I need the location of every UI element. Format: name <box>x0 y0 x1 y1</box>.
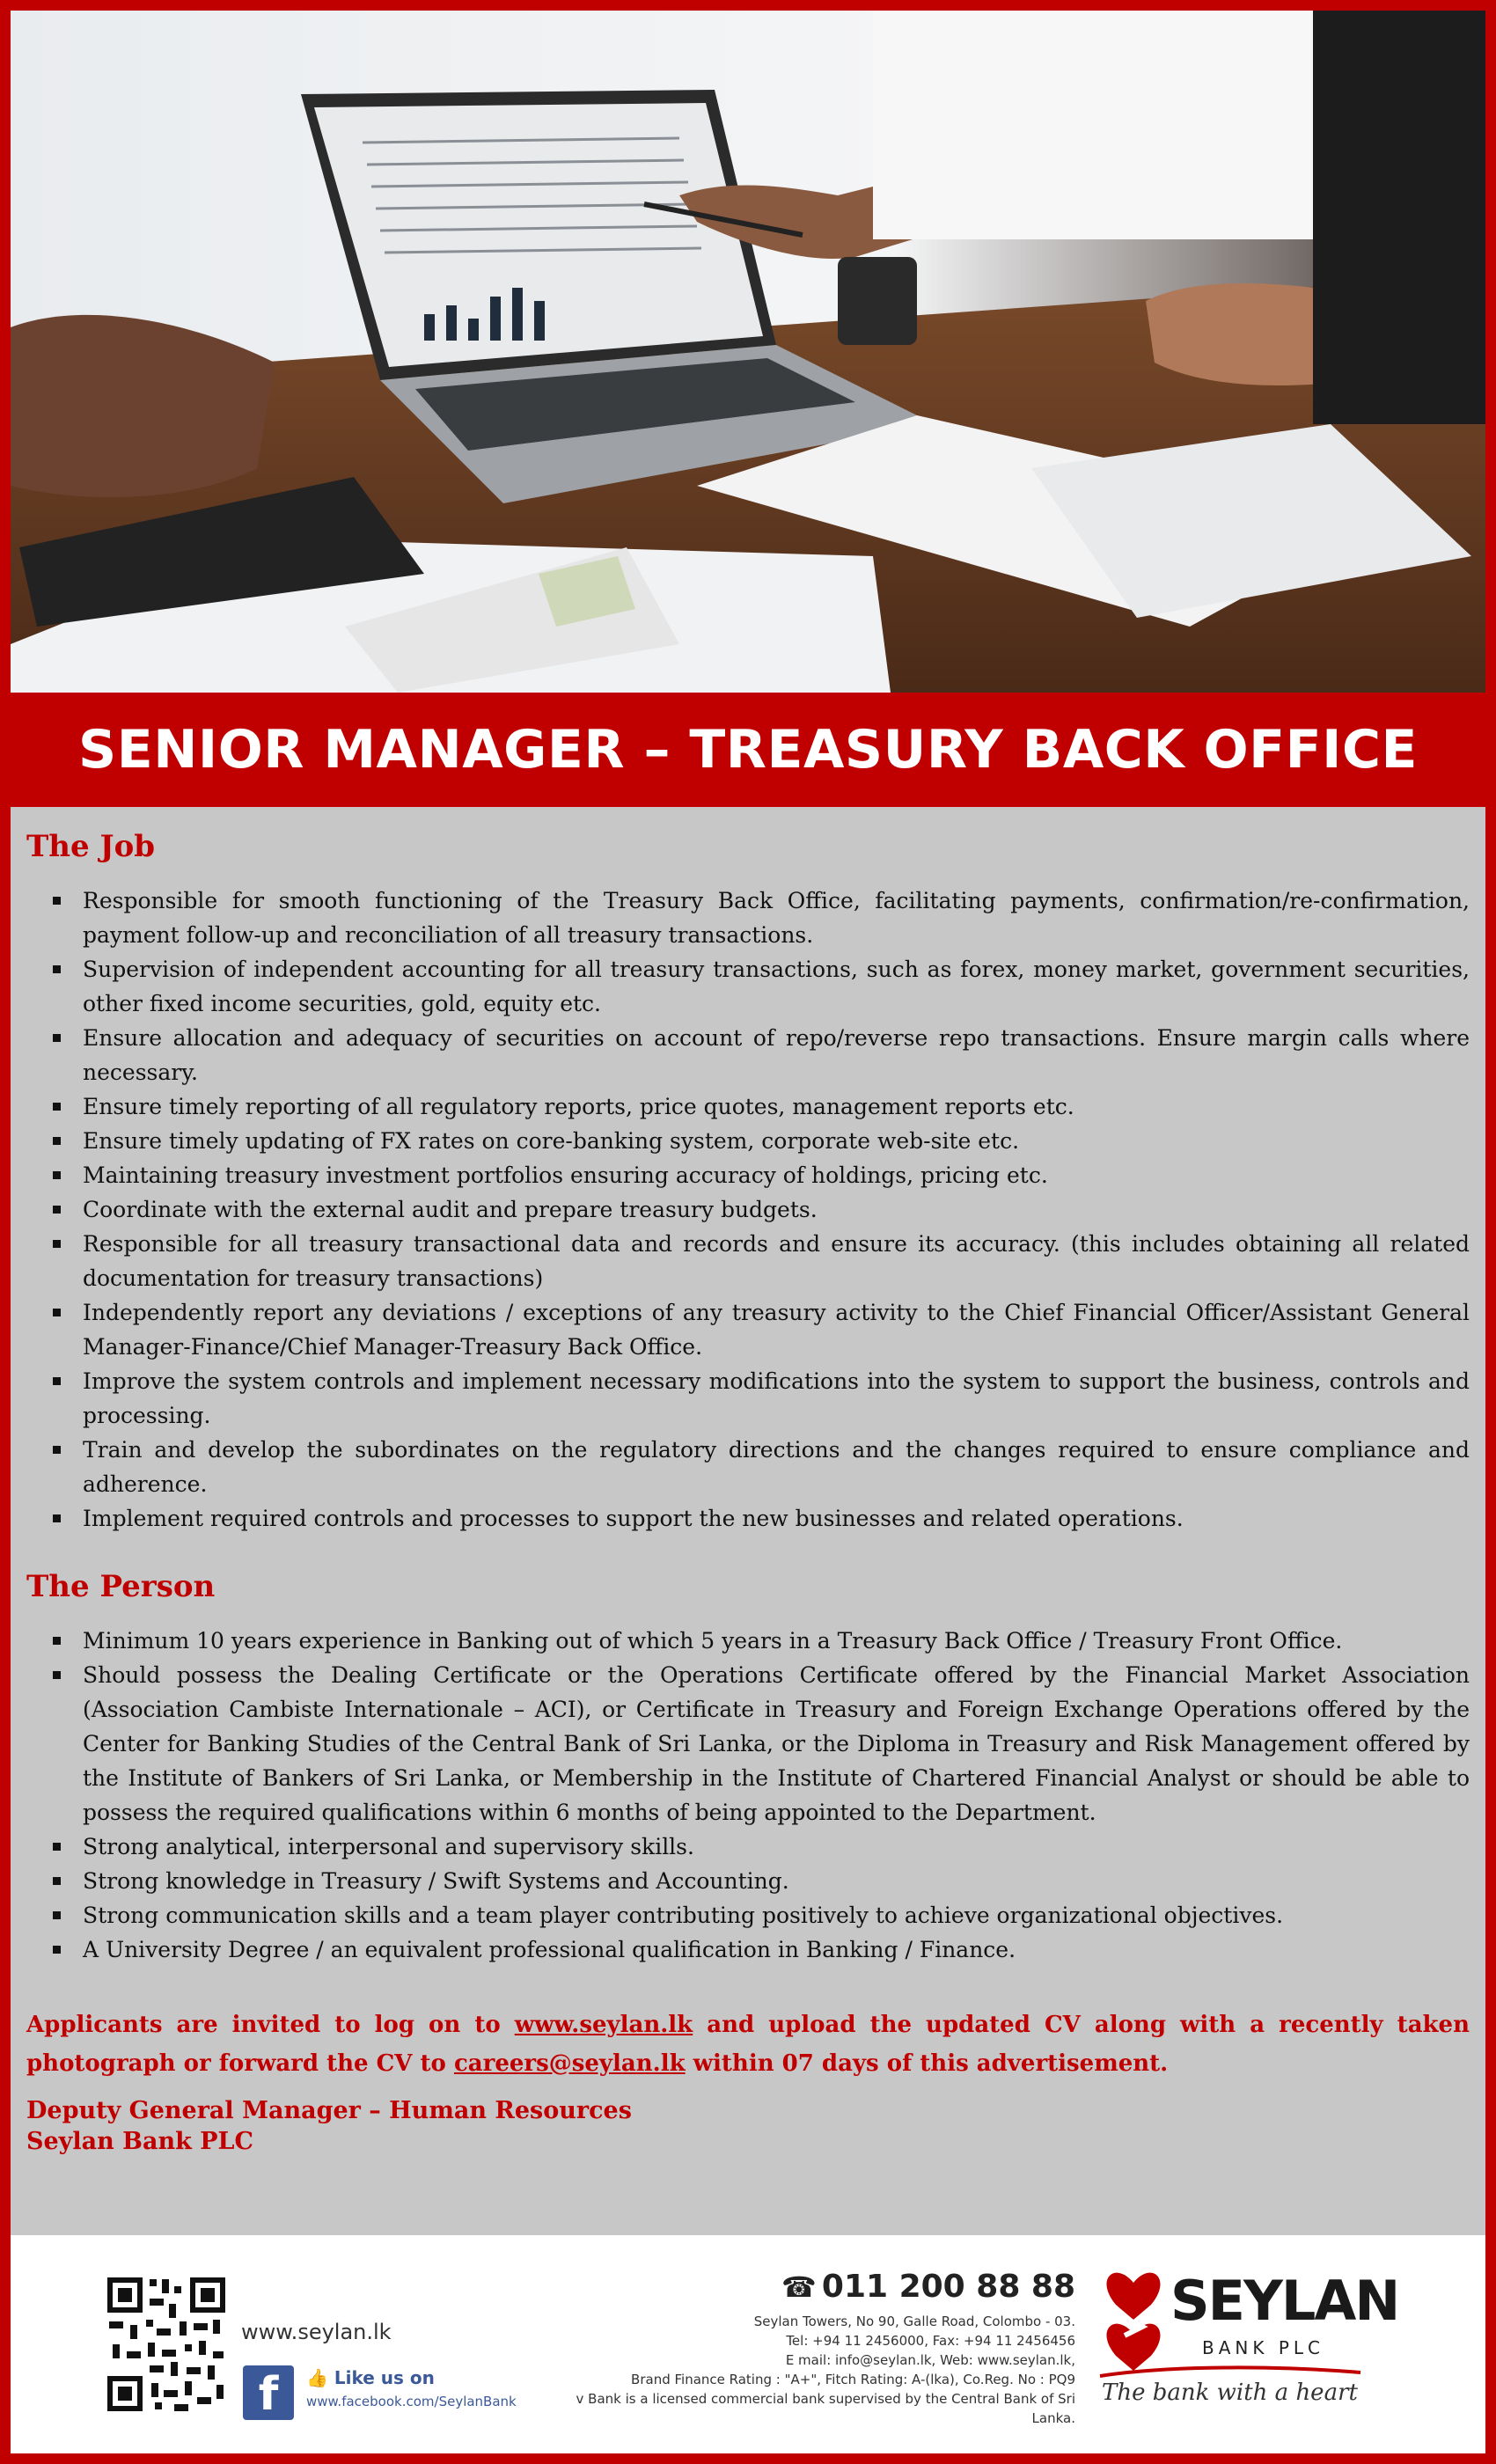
list-item: Coordinate with the external audit and prepare treasury budgets. <box>83 1192 1470 1227</box>
address-line: Seylan Towers, No 90, Galle Road, Colombo - 03. <box>753 2314 1075 2329</box>
application-instructions <box>26 2006 1470 2083</box>
apply-text-1: Applicants are invited to log on to <box>26 2012 515 2038</box>
list-item: Responsible for smooth functioning of the Treasury Back Office, facilitating payments, confirmation/re-confirmation, payment follow-up and reconciliation of all treasury transactions. <box>83 884 1470 952</box>
list-item: Improve the system controls and implement necessary modifications into the system to support the business, controls and processing. <box>83 1364 1470 1433</box>
tel-fax-line: Tel: +94 11 2456000, Fax: +94 11 2456456 <box>786 2333 1075 2349</box>
job-title: SENIOR MANAGER – TREASURY BACK OFFICE <box>78 719 1418 781</box>
email-web-line: E mail: info@seylan.lk, Web: www.seylan.lk, <box>785 2352 1075 2368</box>
list-item: Ensure timely reporting of all regulatory reports, price quotes, management reports etc. <box>83 1089 1470 1124</box>
hero-photo <box>11 11 1485 693</box>
title-band <box>11 693 1485 807</box>
licence-line: v Bank is a licensed commercial bank supervised by the Central Bank of Sri Lanka. <box>576 2391 1075 2426</box>
heart-logo-icon <box>1098 2265 1169 2380</box>
list-item: Train and develop the subordinates on the regulatory directions and the changes required to ensure compliance and adherence. <box>83 1433 1470 1501</box>
website-link[interactable]: www.seylan.lk <box>514 2012 693 2038</box>
facebook-icon[interactable]: f <box>243 2365 294 2420</box>
footer-website[interactable]: www.seylan.lk <box>241 2320 392 2344</box>
job-heading: The Job <box>26 829 156 864</box>
like-us-text: Like us on <box>334 2367 435 2388</box>
facebook-url[interactable]: www.facebook.com/SeylanBank <box>306 2394 517 2409</box>
qr-code-icon[interactable] <box>104 2274 229 2415</box>
signoff-company: Seylan Bank PLC <box>26 2128 253 2155</box>
hotline[interactable] <box>530 2269 1075 2305</box>
hotline-number: 011 200 88 88 <box>821 2269 1075 2305</box>
list-item: A University Degree / an equivalent professional qualification in Banking / Finance. <box>83 1932 1470 1967</box>
advert-frame <box>11 11 1485 2453</box>
list-item: Strong knowledge in Treasury / Swift Systems and Accounting. <box>83 1864 1470 1898</box>
list-item: Responsible for all treasury transactional data and records and ensure its accuracy. (this includes obtaining all related documentation for treasury transactions) <box>83 1227 1470 1295</box>
thumbs-up-icon: 👍 <box>306 2367 334 2388</box>
brand-tagline: The bank with a heart <box>1102 2380 1358 2406</box>
brand-name: SEYLAN <box>1170 2269 1399 2333</box>
list-item: Ensure timely updating of FX rates on core-banking system, corporate web-site etc. <box>83 1124 1470 1158</box>
email-link[interactable]: careers@seylan.lk <box>453 2050 686 2077</box>
list-item: Independently report any deviations / exceptions of any treasury activity to the Chief Financial Officer/Assistant General Manager-Finance/Chief Manager-Treasury Back Office. <box>83 1295 1470 1364</box>
list-item: Ensure allocation and adequacy of securities on account of repo/reverse repo transactions. Ensure margin calls where necessary. <box>83 1021 1470 1089</box>
job-responsibilities-list <box>26 884 1470 1536</box>
like-us-label <box>306 2367 435 2388</box>
list-item: Supervision of independent accounting for all treasury transactions, such as forex, money market, government securities, other fixed income securities, gold, equity etc. <box>83 952 1470 1021</box>
brand-subtitle: BANK PLC <box>1202 2337 1325 2358</box>
list-item: Minimum 10 years experience in Banking out of which 5 years in a Treasury Back Office / Treasury Front Office. <box>83 1624 1470 1658</box>
apply-text-2: and upload the updated CV along with a recently taken photograph or forward the CV to <box>26 2012 1470 2077</box>
seylan-logo <box>1098 2265 1399 2432</box>
signoff <box>26 2095 1470 2157</box>
phone-icon: ☎ <box>781 2270 817 2304</box>
swoosh-decoration <box>1098 2364 1362 2381</box>
signoff-title: Deputy General Manager – Human Resources <box>26 2097 632 2124</box>
list-item: Should possess the Dealing Certificate or the Operations Certificate offered by the Financial Market Association (Association Cambiste Internationale – ACI), or Certificate in Treasury and Foreign Exchange Operations offered by the Center for Banking Studies of the Central Bank of Sri Lanka, or the Diploma in Treasury and Risk Management offered by the Institute of Bankers of Sri Lanka, or Membership in the Institute of Chartered Financial Analyst or should be able to possess the required qualifications within 6 months of being appointed to the Department. <box>83 1658 1470 1830</box>
apply-text-3: within 07 days of this advertisement. <box>685 2050 1169 2077</box>
contact-block <box>530 2269 1075 2428</box>
list-item: Strong analytical, interpersonal and supervisory skills. <box>83 1830 1470 1864</box>
list-item: Strong communication skills and a team player contributing positively to achieve organizational objectives. <box>83 1898 1470 1932</box>
footer <box>11 2235 1485 2453</box>
person-requirements-list <box>26 1624 1470 1967</box>
list-item: Maintaining treasury investment portfolios ensuring accuracy of holdings, pricing etc. <box>83 1158 1470 1192</box>
job-content <box>26 829 1470 2157</box>
person-heading: The Person <box>26 1569 216 1604</box>
list-item: Implement required controls and processes to support the new businesses and related operations. <box>83 1501 1470 1536</box>
ratings-line: Brand Finance Rating : "A+", Fitch Rating: A-(lka), Co.Reg. No : PQ9 <box>631 2372 1075 2387</box>
